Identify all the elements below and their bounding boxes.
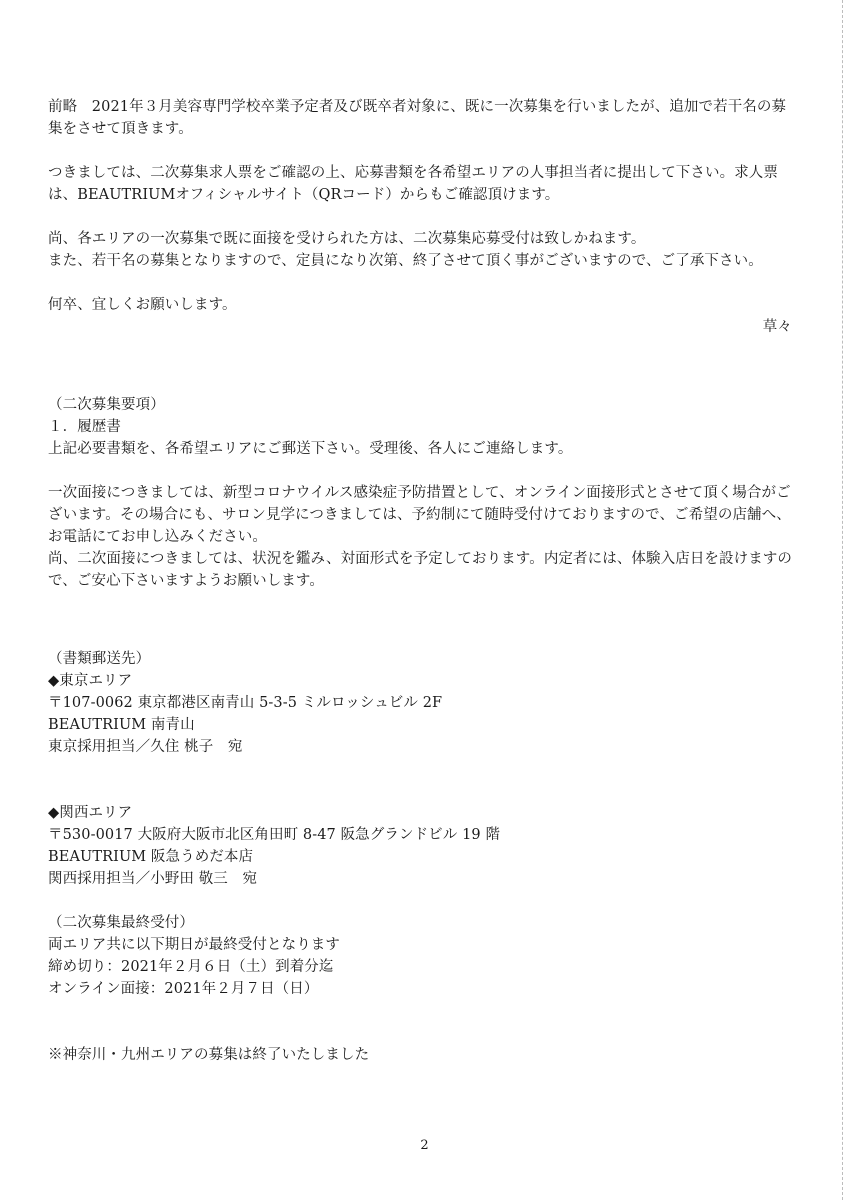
intro-paragraph-1: 前略 2021年３月美容専門学校卒業予定者及び既卒者対象に、既に一次募集を行いましたが、追加で若干名の募集をさせて頂きます。	[48, 99, 787, 137]
kansai-contact: 関西採用担当／小野田 敬三 宛	[48, 871, 258, 887]
requirements-paragraph-2: 尚、二次面接につきましては、状況を鑑み、対面形式を予定しております。内定者には、体験入店日を設けますので、ご安心下さいますようお願いします。	[48, 551, 793, 589]
tokyo-address: 〒107-0062 東京都港区南青山 5-3-5 ミルロッシュビル 2F	[48, 695, 443, 711]
closing-word: 草々	[762, 319, 792, 335]
tokyo-contact: 東京採用担当／久住 桃子 宛	[48, 739, 243, 755]
deadline-heading: （二次募集最終受付）	[48, 915, 194, 931]
deadline-line-2: 締め切り：2021年２月６日（土）到着分迄	[48, 959, 334, 975]
requirements-line-1: 上記必要書類を、各希望エリアにご郵送下さい。受理後、各人にご連絡します。	[48, 441, 573, 457]
kansai-address: 〒530-0017 大阪府大阪市北区角田町 8-47 阪急グランドビル 19 階	[48, 827, 501, 843]
page-edge	[842, 0, 843, 1200]
mailing-heading: （書類郵送先）	[48, 651, 151, 667]
tokyo-area-label: ◆東京エリア	[48, 673, 133, 689]
intro-paragraph-2: つきましては、二次募集求人票をご確認の上、応募書類を各希望エリアの人事担当者に提出して下さい。求人票は、BEAUTRIUMオフィシャルサイト（QRコード）からもご確認頂けます。	[48, 165, 778, 203]
document-page	[48, 96, 800, 1066]
intro-paragraph-3a: 尚、各エリアの一次募集で既に面接を受けられた方は、二次募集応募受付は致しかねます。	[48, 231, 646, 247]
intro-paragraph-3b: また、若干名の募集となりますので、定員になり次第、終了させて頂く事がございますので、ご了承下さい。	[48, 253, 763, 269]
deadline-line-3: オンライン面接：2021年２月７日（日）	[48, 981, 319, 997]
page-number: 2	[420, 1138, 429, 1153]
kansai-salon: BEAUTRIUM 阪急うめだ本店	[48, 849, 254, 865]
requirements-paragraph-1: 一次面接につきましては、新型コロナウイルス感染症予防措置として、オンライン面接形式とさせて頂く場合がございます。その場合にも、サロン見学につきましては、予約制にて随時受付けておりますので、ご希望の店舗へ、お電話にてお申し込みください。	[48, 485, 791, 545]
closing-note: ※神奈川・九州エリアの募集は終了いたしました	[48, 1047, 370, 1063]
kansai-area-label: ◆関西エリア	[48, 805, 133, 821]
requirements-item-1: １．履歴書	[48, 419, 121, 435]
tokyo-salon: BEAUTRIUM 南青山	[48, 717, 195, 733]
intro-paragraph-4: 何卒、宜しくお願いします。	[48, 297, 237, 313]
requirements-heading: （二次募集要項）	[48, 397, 165, 413]
deadline-line-1: 両エリア共に以下期日が最終受付となります	[48, 937, 340, 953]
